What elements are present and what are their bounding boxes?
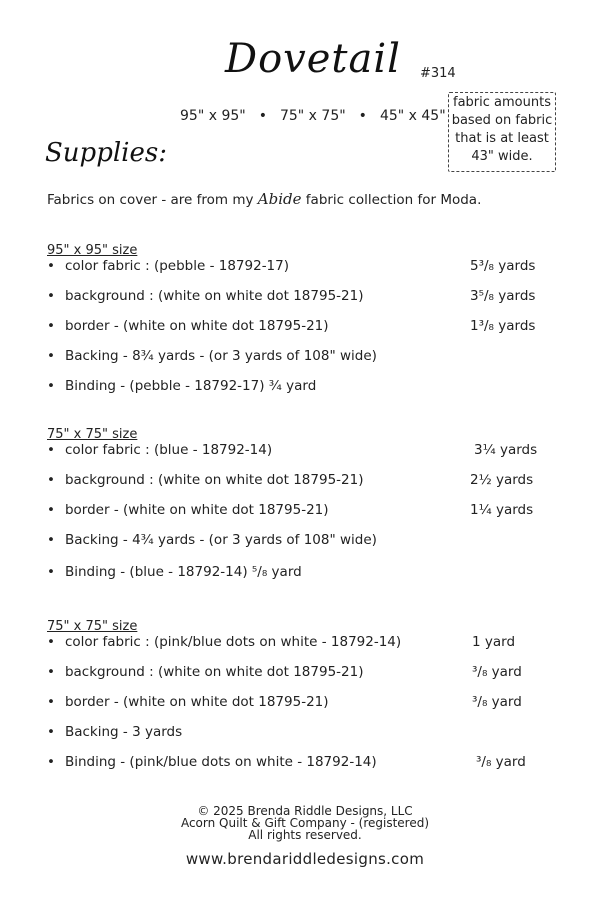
supply-amount: 2½ yards [470,472,534,488]
supply-item: • border - (white on white dot 18795-21) [47,502,329,518]
size-separator: • [358,108,367,124]
supply-item: • border - (white on white dot 18795-21) [47,694,329,710]
supply-amount: 3¼ yards [474,442,538,458]
supply-item: • background : (white on white dot 18795-21) [47,288,364,304]
supply-text: color fabric : (pebble - 18792-17) [64,258,290,274]
fabric-note-line: fabric amounts [453,95,551,110]
supply-text: border - (white on white dot 18795-21) [64,318,329,334]
size-medium: 75" x 75" [279,108,346,124]
supply-amount: ³/₈ yard [472,664,522,680]
supply-amount: 1 yard [472,634,516,650]
fabrics-intro-before: Fabrics on cover - are from my [47,192,258,208]
supply-amount: ³/₈ yard [476,754,526,770]
supply-item: • background : (white on white dot 18795-21) [47,664,364,680]
size-large: 95" x 95" [180,108,246,124]
rights-notice: All rights reserved. [248,828,362,842]
supply-text: color fabric : (pink/blue dots on white - 18792-14) [64,634,402,650]
pattern-title: Dovetail [225,36,401,82]
supply-item: • color fabric : (pebble - 18792-17) [47,258,290,274]
supply-item: • color fabric : (blue - 18792-14) [47,442,273,458]
fabric-note-line: 43" wide. [471,149,533,164]
copyright: © 2025 Brenda Riddle Designs, LLC [197,804,413,818]
section-title: 75" x 75" size [47,427,138,442]
section-title: 75" x 75" size [47,619,138,634]
supply-text: background : (white on white dot 18795-21) [64,472,364,488]
supply-text: border - (white on white dot 18795-21) [64,502,329,518]
supply-text: Binding - (pebble - 18792-17) ¾ yard [64,378,317,394]
supply-text: Backing - 4¾ yards - (or 3 yards of 108" wide) [64,532,377,548]
supply-text: background : (white on white dot 18795-21) [64,664,364,680]
supply-item: • Binding - (blue - 18792-14) ⁵/₈ yard [47,564,302,580]
supply-text: color fabric : (blue - 18792-14) [64,442,273,458]
fabric-note-line: that is at least [455,131,549,146]
company-name: Acorn Quilt & Gift Company - (registered) [180,816,430,830]
supply-amount: 1¼ yards [470,502,534,518]
supply-amount: 3⁵/₈ yards [470,288,536,304]
supply-item: • border - (white on white dot 18795-21) [47,318,329,334]
supply-amount: ³/₈ yard [472,694,522,710]
fabric-note-line: based on fabric [451,113,553,128]
supply-amount: 1³/₈ yards [470,318,536,334]
supply-text: Binding - (pink/blue dots on white - 18792-14) [64,754,377,770]
supply-text: background : (white on white dot 18795-21) [64,288,364,304]
size-small: 45" x 45" [379,108,446,124]
size-separator: • [258,108,267,124]
supply-text: border - (white on white dot 18795-21) [64,694,329,710]
supply-item: • color fabric : (pink/blue dots on white - 18792-14) [47,634,402,650]
supply-text: Backing - 8¾ yards - (or 3 yards of 108" wide) [64,348,377,364]
supply-item: • Backing - 8¾ yards - (or 3 yards of 108" wide) [47,348,377,364]
supply-amount: 5³/₈ yards [470,258,536,274]
fabric-width-note [448,92,556,172]
supply-item: • Binding - (pebble - 18792-17) ¾ yard [47,378,317,394]
fabrics-intro-after: fabric collection for Moda. [301,192,482,208]
website-link[interactable]: www.brendariddledesigns.com [185,850,425,868]
pattern-number: #314 [420,66,456,81]
supply-item: • Binding - (pink/blue dots on white - 18792-14) [47,754,377,770]
supply-item: • background : (white on white dot 18795-21) [47,472,364,488]
quilt-sizes [180,108,446,124]
fabrics-intro [47,190,481,208]
section-title: 95" x 95" size [47,243,138,258]
supply-text: Binding - (blue - 18792-14) ⁵/₈ yard [64,564,302,580]
supply-item: • Backing - 4¾ yards - (or 3 yards of 108" wide) [47,532,377,548]
supplies-heading: Supplies: [45,138,167,168]
supply-text: Backing - 3 yards [64,724,183,740]
supply-item: • Backing - 3 yards [47,724,183,740]
collection-name: Abide [257,190,302,208]
